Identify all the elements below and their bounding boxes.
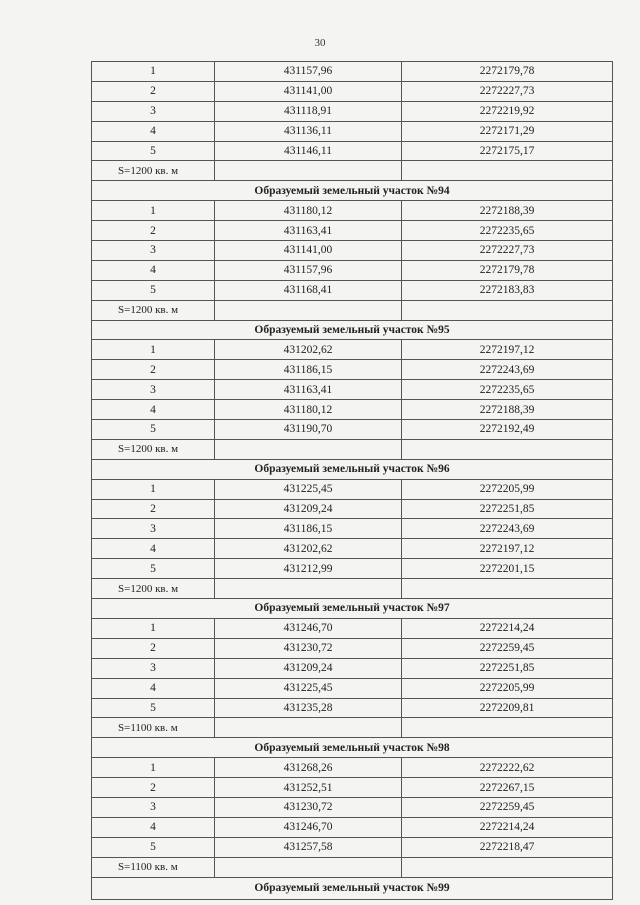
table-row — [92, 241, 613, 261]
y-coordinate-cell: 2272192,49 — [402, 420, 613, 440]
y-coordinate-cell: 2272251,85 — [402, 658, 613, 678]
page-number: 30 — [314, 37, 326, 49]
table-row — [92, 499, 613, 519]
y-coordinate-cell: 2272214,24 — [402, 817, 613, 837]
x-coordinate-cell: 431246,70 — [215, 817, 402, 837]
x-coordinate-cell: 431230,72 — [215, 638, 402, 658]
x-coordinate-cell: 431268,26 — [215, 758, 402, 778]
x-coordinate-cell: 431246,70 — [215, 618, 402, 638]
empty-cell — [402, 857, 613, 877]
point-number-cell: 2 — [92, 360, 215, 380]
empty-cell — [402, 579, 613, 599]
area-row — [92, 718, 613, 738]
y-coordinate-cell: 2272175,17 — [402, 141, 613, 161]
coordinates-table-body — [92, 62, 613, 900]
y-coordinate-cell: 2272188,39 — [402, 400, 613, 420]
table-row — [92, 420, 613, 440]
table-row — [92, 678, 613, 698]
y-coordinate-cell: 2272171,29 — [402, 121, 613, 141]
point-number-cell: 2 — [92, 81, 215, 101]
x-coordinate-cell: 431180,12 — [215, 201, 402, 221]
x-coordinate-cell: 431180,12 — [215, 400, 402, 420]
y-coordinate-cell: 2272205,99 — [402, 479, 613, 499]
x-coordinate-cell: 431186,15 — [215, 519, 402, 539]
area-row — [92, 579, 613, 599]
x-coordinate-cell: 431186,15 — [215, 360, 402, 380]
y-coordinate-cell: 2272197,12 — [402, 539, 613, 559]
x-coordinate-cell: 431157,96 — [215, 62, 402, 82]
y-coordinate-cell: 2272218,47 — [402, 837, 613, 857]
table-row — [92, 101, 613, 121]
table-row — [92, 260, 613, 280]
x-coordinate-cell: 431209,24 — [215, 658, 402, 678]
section-heading-row — [92, 181, 613, 201]
table-row — [92, 658, 613, 678]
table-row — [92, 360, 613, 380]
area-row — [92, 439, 613, 459]
empty-cell — [402, 161, 613, 181]
x-coordinate-cell: 431230,72 — [215, 797, 402, 817]
table-row — [92, 519, 613, 539]
point-number-cell: 2 — [92, 638, 215, 658]
area-cell: S=1200 кв. м — [92, 161, 215, 181]
table-row — [92, 62, 613, 82]
section-heading: Образуемый земельный участок №95 — [92, 320, 613, 340]
point-number-cell: 2 — [92, 778, 215, 798]
coordinates-table — [91, 61, 613, 900]
empty-cell — [215, 439, 402, 459]
empty-cell — [402, 718, 613, 738]
x-coordinate-cell: 431168,41 — [215, 280, 402, 300]
y-coordinate-cell: 2272259,45 — [402, 797, 613, 817]
table-row — [92, 539, 613, 559]
table-row — [92, 559, 613, 579]
empty-cell — [215, 857, 402, 877]
point-number-cell: 3 — [92, 101, 215, 121]
x-coordinate-cell: 431202,62 — [215, 340, 402, 360]
table-row — [92, 758, 613, 778]
y-coordinate-cell: 2272179,78 — [402, 260, 613, 280]
section-heading: Образуемый земельный участок №97 — [92, 599, 613, 619]
empty-cell — [215, 718, 402, 738]
x-coordinate-cell: 431141,00 — [215, 81, 402, 101]
table-row — [92, 618, 613, 638]
x-coordinate-cell: 431212,99 — [215, 559, 402, 579]
y-coordinate-cell: 2272227,73 — [402, 81, 613, 101]
x-coordinate-cell: 431118,91 — [215, 101, 402, 121]
point-number-cell: 1 — [92, 201, 215, 221]
area-cell: S=1200 кв. м — [92, 439, 215, 459]
table-row — [92, 201, 613, 221]
x-coordinate-cell: 431225,45 — [215, 479, 402, 499]
point-number-cell: 5 — [92, 420, 215, 440]
empty-cell — [402, 439, 613, 459]
x-coordinate-cell: 431235,28 — [215, 698, 402, 718]
table-row — [92, 778, 613, 798]
table-row — [92, 141, 613, 161]
point-number-cell: 1 — [92, 479, 215, 499]
x-coordinate-cell: 431163,41 — [215, 380, 402, 400]
point-number-cell: 1 — [92, 340, 215, 360]
x-coordinate-cell: 431146,11 — [215, 141, 402, 161]
empty-cell — [215, 161, 402, 181]
x-coordinate-cell: 431202,62 — [215, 539, 402, 559]
y-coordinate-cell: 2272179,78 — [402, 62, 613, 82]
y-coordinate-cell: 2272222,62 — [402, 758, 613, 778]
point-number-cell: 3 — [92, 380, 215, 400]
point-number-cell: 2 — [92, 499, 215, 519]
x-coordinate-cell: 431163,41 — [215, 221, 402, 241]
y-coordinate-cell: 2272197,12 — [402, 340, 613, 360]
table-row — [92, 221, 613, 241]
point-number-cell: 4 — [92, 539, 215, 559]
x-coordinate-cell: 431209,24 — [215, 499, 402, 519]
section-heading: Образуемый земельный участок №98 — [92, 738, 613, 758]
empty-cell — [402, 300, 613, 320]
empty-cell — [215, 300, 402, 320]
area-row — [92, 300, 613, 320]
point-number-cell: 5 — [92, 559, 215, 579]
table-row — [92, 698, 613, 718]
table-row — [92, 817, 613, 837]
table-row — [92, 340, 613, 360]
y-coordinate-cell: 2272219,92 — [402, 101, 613, 121]
point-number-cell: 1 — [92, 62, 215, 82]
table-row — [92, 837, 613, 857]
area-cell: S=1100 кв. м — [92, 857, 215, 877]
x-coordinate-cell: 431141,00 — [215, 241, 402, 261]
table-row — [92, 400, 613, 420]
x-coordinate-cell: 431157,96 — [215, 260, 402, 280]
y-coordinate-cell: 2272227,73 — [402, 241, 613, 261]
table-row — [92, 797, 613, 817]
section-heading: Образуемый земельный участок №99 — [92, 877, 613, 899]
x-coordinate-cell: 431136,11 — [215, 121, 402, 141]
table-row — [92, 81, 613, 101]
area-cell: S=1200 кв. м — [92, 579, 215, 599]
area-row — [92, 161, 613, 181]
section-heading-row — [92, 738, 613, 758]
point-number-cell: 5 — [92, 837, 215, 857]
x-coordinate-cell: 431190,70 — [215, 420, 402, 440]
point-number-cell: 4 — [92, 817, 215, 837]
table-row — [92, 121, 613, 141]
y-coordinate-cell: 2272205,99 — [402, 678, 613, 698]
y-coordinate-cell: 2272251,85 — [402, 499, 613, 519]
point-number-cell: 2 — [92, 221, 215, 241]
area-cell: S=1200 кв. м — [92, 300, 215, 320]
y-coordinate-cell: 2272188,39 — [402, 201, 613, 221]
point-number-cell: 4 — [92, 260, 215, 280]
point-number-cell: 3 — [92, 658, 215, 678]
point-number-cell: 3 — [92, 241, 215, 261]
point-number-cell: 1 — [92, 618, 215, 638]
point-number-cell: 5 — [92, 280, 215, 300]
section-heading-row — [92, 320, 613, 340]
point-number-cell: 5 — [92, 698, 215, 718]
point-number-cell: 4 — [92, 400, 215, 420]
point-number-cell: 4 — [92, 121, 215, 141]
section-heading-row — [92, 599, 613, 619]
section-heading: Образуемый земельный участок №96 — [92, 459, 613, 479]
point-number-cell: 4 — [92, 678, 215, 698]
y-coordinate-cell: 2272209,81 — [402, 698, 613, 718]
point-number-cell: 3 — [92, 797, 215, 817]
area-cell: S=1100 кв. м — [92, 718, 215, 738]
section-heading: Образуемый земельный участок №94 — [92, 181, 613, 201]
y-coordinate-cell: 2272201,15 — [402, 559, 613, 579]
table-row — [92, 638, 613, 658]
y-coordinate-cell: 2272259,45 — [402, 638, 613, 658]
point-number-cell: 1 — [92, 758, 215, 778]
table-row — [92, 380, 613, 400]
section-heading-row — [92, 459, 613, 479]
table-row — [92, 479, 613, 499]
point-number-cell: 3 — [92, 519, 215, 539]
table-row — [92, 280, 613, 300]
point-number-cell: 5 — [92, 141, 215, 161]
x-coordinate-cell: 431225,45 — [215, 678, 402, 698]
y-coordinate-cell: 2272214,24 — [402, 618, 613, 638]
y-coordinate-cell: 2272243,69 — [402, 519, 613, 539]
section-heading-row — [92, 877, 613, 899]
y-coordinate-cell: 2272267,15 — [402, 778, 613, 798]
y-coordinate-cell: 2272243,69 — [402, 360, 613, 380]
y-coordinate-cell: 2272183,83 — [402, 280, 613, 300]
x-coordinate-cell: 431252,51 — [215, 778, 402, 798]
area-row — [92, 857, 613, 877]
y-coordinate-cell: 2272235,65 — [402, 380, 613, 400]
y-coordinate-cell: 2272235,65 — [402, 221, 613, 241]
empty-cell — [215, 579, 402, 599]
x-coordinate-cell: 431257,58 — [215, 837, 402, 857]
